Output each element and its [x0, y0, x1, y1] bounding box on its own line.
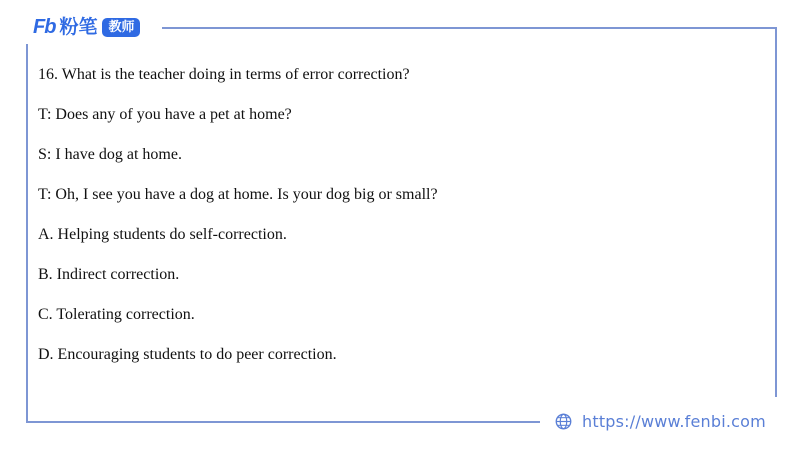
option-c: C. Tolerating correction.	[38, 306, 195, 323]
dialogue-line-teacher-2: T: Oh, I see you have a dog at home. Is your dog big or small?	[38, 186, 438, 203]
question-content	[38, 62, 758, 382]
footer	[555, 410, 766, 432]
dialogue-line-teacher-1: T: Does any of you have a pet at home?	[38, 106, 292, 123]
option-b: B. Indirect correction.	[38, 266, 180, 283]
website-link[interactable]: https://www.fenbi.com	[582, 411, 766, 431]
brand-mark: Fb	[33, 16, 56, 38]
globe-icon	[555, 413, 572, 430]
frame-bottom-line	[26, 421, 540, 423]
brand-badge: 教师	[102, 18, 140, 37]
frame-right-line	[775, 27, 777, 397]
brand-logo	[33, 14, 140, 40]
option-d: D. Encouraging students to do peer correction.	[38, 346, 337, 363]
question-prompt: 16. What is the teacher doing in terms of error correction?	[38, 66, 410, 83]
frame-top-line	[162, 27, 777, 29]
option-a: A. Helping students do self-correction.	[38, 226, 287, 243]
frame-left-line	[26, 44, 28, 423]
dialogue-line-student: S: I have dog at home.	[38, 146, 182, 163]
brand-name: 粉笔	[59, 15, 98, 38]
